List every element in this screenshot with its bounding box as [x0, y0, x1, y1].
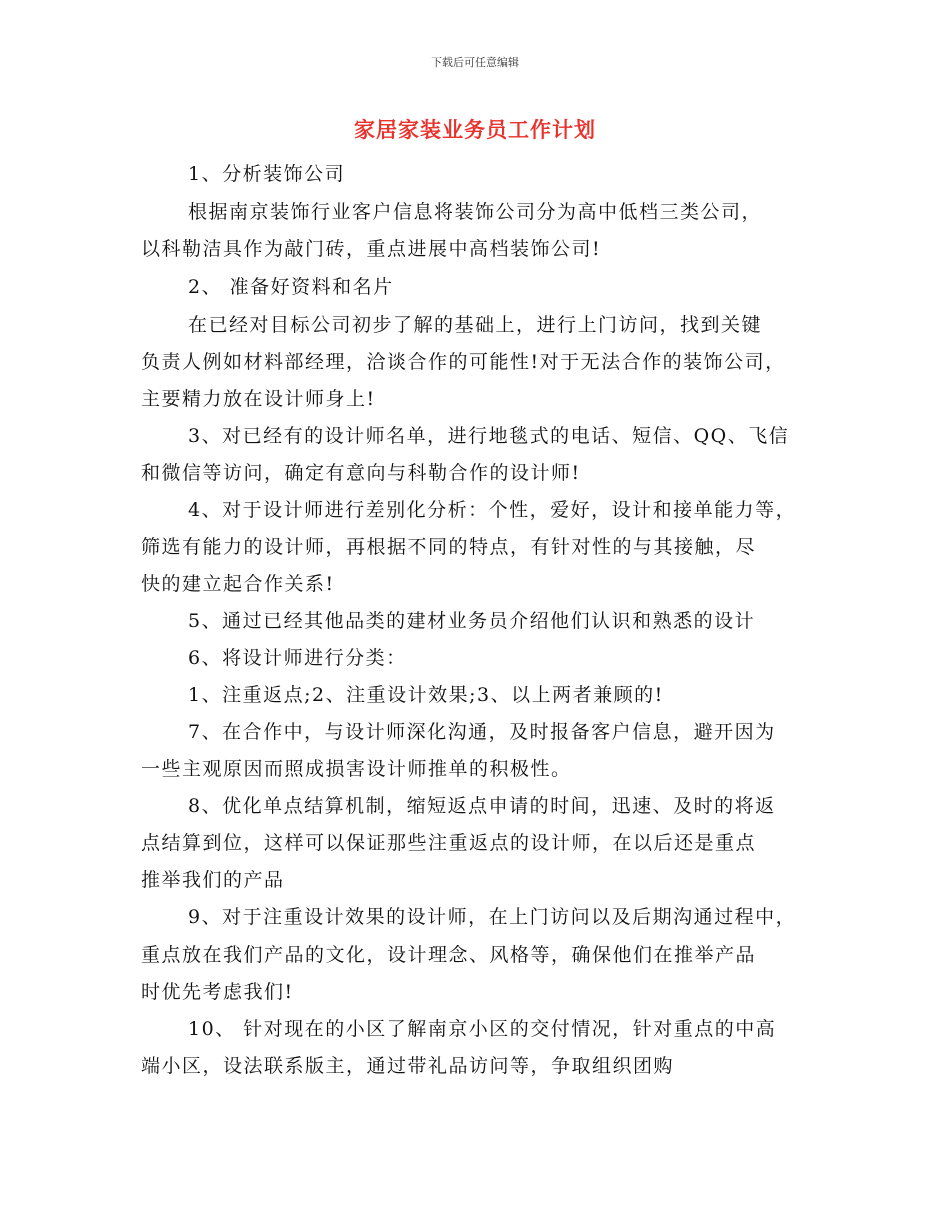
- text-line: 点结算到位，这样可以保证那些注重返点的设计师，在以后还是重点: [141, 832, 757, 854]
- text-line: 1、分析装饰公司: [188, 163, 346, 185]
- text-line: 10、 针对现在的小区了解南京小区的交付情况，针对重点的中高: [188, 1018, 777, 1040]
- text-line: 和微信等访问，确定有意向与科勒合作的设计师!: [141, 462, 581, 484]
- text-line: 3、对已经有的设计师名单，进行地毯式的电话、短信、QQ、飞信: [188, 425, 790, 447]
- text-line: 时优先考虑我们!: [141, 981, 294, 1003]
- text-line: 负责人例如材料部经理，洽谈合作的可能性!对于无法合作的装饰公司，: [141, 351, 786, 373]
- text-line: 主要精力放在设计师身上!: [141, 388, 376, 410]
- text-line: 筛选有能力的设计师，再根据不同的特点，有针对性的与其接触，尽: [141, 536, 757, 558]
- text-line: 7、在合作中，与设计师深化沟通，及时报备客户信息，避开因为: [188, 721, 776, 743]
- text-line: 以科勒洁具作为敲门砖，重点进展中高档装饰公司!: [141, 238, 602, 260]
- text-line: 1、注重返点;2、注重设计效果;3、以上两者兼顾的!: [188, 684, 664, 706]
- text-line: 快的建立起合作关系!: [141, 573, 335, 595]
- text-line: 9、对于注重设计效果的设计师，在上门访问以及后期沟通过程中，: [188, 906, 797, 928]
- text-line: 6、将设计师进行分类：: [188, 647, 407, 669]
- text-line: 端小区，设法联系版主，通过带礼品访问等，争取组织团购: [141, 1055, 675, 1077]
- document-title: 家居家装业务员工作计划: [354, 117, 596, 142]
- text-line: 4、对于设计师进行差别化分析：个性，爱好，设计和接单能力等，: [188, 499, 797, 521]
- text-line: 在已经对目标公司初步了解的基础上，进行上门访问，找到关键: [188, 314, 763, 336]
- text-line: 一些主观原因而照成损害设计师推单的积极性。: [141, 758, 572, 780]
- text-line: 根据南京装饰行业客户信息将装饰公司分为高中低档三类公司，: [188, 201, 763, 223]
- text-line: 2、 准备好资料和名片: [188, 276, 394, 298]
- text-line: 5、通过已经其他品类的建材业务员介绍他们认识和熟悉的设计: [188, 610, 756, 632]
- text-line: 推举我们的产品: [141, 869, 285, 891]
- page-header: 下载后可任意编辑: [431, 56, 519, 69]
- text-line: 重点放在我们产品的文化，设计理念、风格等，确保他们在推举产品: [141, 944, 757, 966]
- text-line: 8、优化单点结算机制，缩短返点申请的时间，迅速、及时的将返: [188, 795, 776, 817]
